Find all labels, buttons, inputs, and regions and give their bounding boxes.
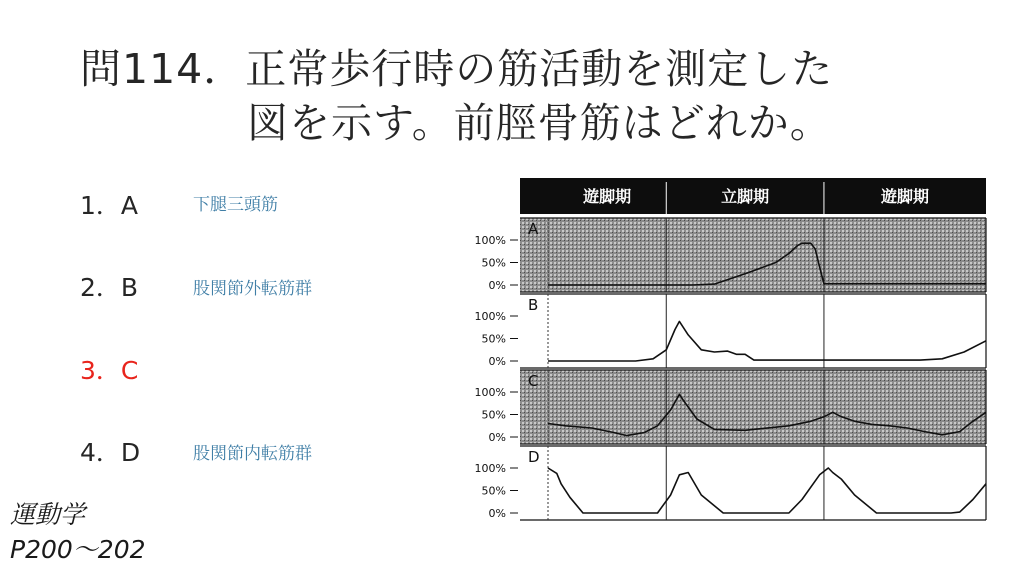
- series-label-B: B: [528, 296, 539, 314]
- emg-line-D: [548, 468, 986, 513]
- series-label-A: A: [528, 220, 539, 238]
- emg-chart: [462, 170, 992, 525]
- y-tick-label: 100%: [474, 310, 506, 323]
- y-tick-label: 0%: [488, 431, 506, 444]
- option-4-answer: 股関節内転筋群: [193, 444, 312, 464]
- reference-pages: P200～202: [10, 535, 146, 564]
- y-tick-label: 0%: [488, 279, 506, 292]
- y-tick-label: 0%: [488, 355, 506, 368]
- y-tick-label: 50%: [481, 256, 506, 270]
- y-tick-label: 100%: [474, 462, 506, 475]
- y-tick-label: 100%: [474, 234, 506, 247]
- series-label-C: C: [528, 372, 539, 390]
- y-tick-label: 50%: [481, 484, 506, 498]
- option-4[interactable]: 4．D: [80, 438, 141, 467]
- shaded-background-C: [520, 370, 986, 444]
- option-2[interactable]: 2．B: [80, 273, 139, 302]
- option-3-correct[interactable]: 3．C: [80, 356, 139, 385]
- phase-header-label: 立脚期: [721, 187, 770, 206]
- question-line-2: 図を示す。前脛骨筋はどれか。: [247, 99, 832, 147]
- option-1-answer: 下腿三頭筋: [193, 195, 278, 215]
- y-tick-label: 50%: [481, 408, 506, 422]
- question-line-1: 問114．正常歩行時の筋活動を測定した: [80, 45, 834, 93]
- option-1[interactable]: 1．A: [80, 191, 139, 220]
- y-tick-label: 50%: [481, 332, 506, 346]
- phase-header-label: 遊脚期: [583, 187, 632, 206]
- emg-line-B: [548, 321, 986, 361]
- option-2-answer: 股関節外転筋群: [193, 279, 312, 299]
- shaded-background-A: [520, 218, 986, 292]
- y-tick-label: 0%: [488, 507, 506, 520]
- phase-header-label: 遊脚期: [880, 187, 929, 206]
- reference-subject: 運動学: [10, 500, 86, 529]
- y-tick-label: 100%: [474, 386, 506, 399]
- series-label-D: D: [528, 448, 540, 466]
